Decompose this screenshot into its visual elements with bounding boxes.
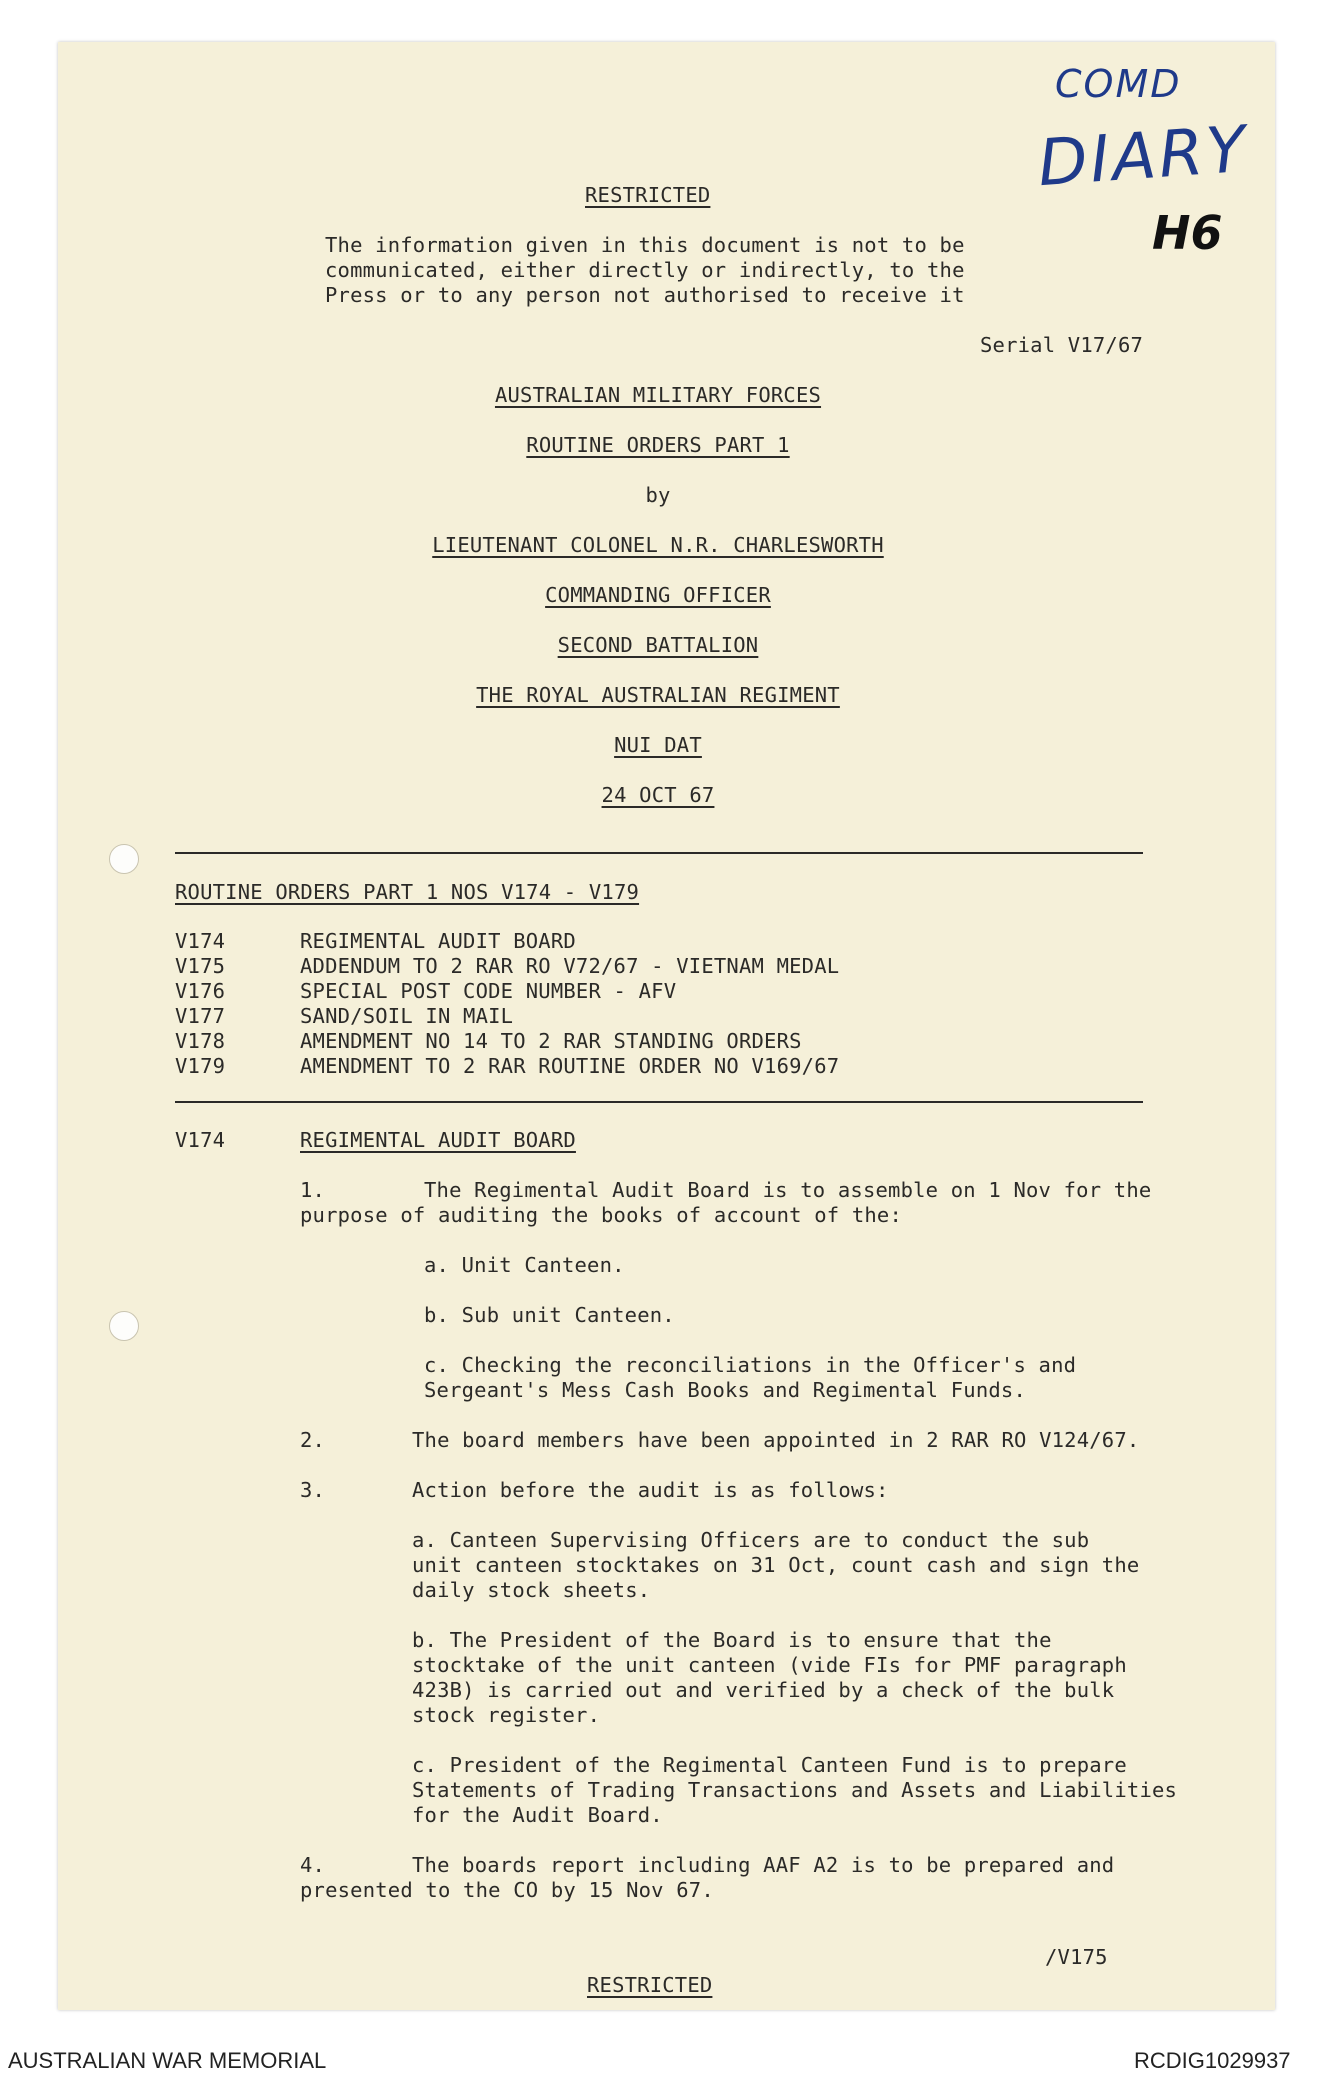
para-number: 2. <box>300 1428 326 1452</box>
para-1-line-1: The Regimental Audit Board is to assemble on 1 Nov for the <box>424 1178 1152 1202</box>
index-item-no: V178 <box>175 1029 226 1053</box>
para-1a: a. Unit Canteen. <box>424 1253 625 1277</box>
para-3c-line-2: Statements of Trading Transactions and Assets and Liabilities <box>412 1778 1178 1802</box>
order-number: V174 <box>175 1128 226 1152</box>
title-by: by <box>645 483 671 507</box>
notice-line-1: The information given in this document is not to be <box>325 233 965 257</box>
para-3c-line-3: for the Audit Board. <box>412 1803 663 1827</box>
para-1b: b. Sub unit Canteen. <box>424 1303 675 1327</box>
title-battalion: SECOND BATTALION <box>557 633 759 657</box>
title-regiment: THE ROYAL AUSTRALIAN REGIMENT <box>476 683 840 707</box>
para-1-line-2: purpose of auditing the books of account of the: <box>300 1203 903 1227</box>
handwritten-h6: H6 <box>1152 206 1223 260</box>
title-routine-orders: ROUTINE ORDERS PART 1 <box>526 433 790 457</box>
para-3: Action before the audit is as follows: <box>412 1478 889 1502</box>
divider-top <box>175 852 1143 854</box>
para-3a-line-3: daily stock sheets. <box>412 1578 651 1602</box>
continuation-marker: /V175 <box>1045 1945 1108 1969</box>
handwritten-diary: DIARY <box>1035 112 1251 202</box>
title-appointment: COMMANDING OFFICER <box>545 583 771 607</box>
para-number: 3. <box>300 1478 326 1502</box>
punch-hole <box>109 844 139 874</box>
index-item-title: SPECIAL POST CODE NUMBER - AFV <box>300 979 677 1003</box>
index-item-title: SAND/SOIL IN MAIL <box>300 1004 514 1028</box>
para-3c-line-1: c. President of the Regimental Canteen Fund is to prepare <box>412 1753 1127 1777</box>
index-item-title: ADDENDUM TO 2 RAR RO V72/67 - VIETNAM MEDAL <box>300 954 840 978</box>
order-title: REGIMENTAL AUDIT BOARD <box>300 1128 576 1152</box>
para-3b-line-4: stock register. <box>412 1703 601 1727</box>
serial-number: Serial V17/67 <box>980 333 1144 357</box>
divider-bottom <box>175 1101 1143 1103</box>
para-3b-line-1: b. The President of the Board is to ensure that the <box>412 1628 1052 1652</box>
para-2: The board members have been appointed in 2 RAR RO V124/67. <box>412 1428 1140 1452</box>
index-item-no: V174 <box>175 929 226 953</box>
para-4-line-1: The boards report including AAF A2 is to be prepared and <box>412 1853 1115 1877</box>
para-3b-line-2: stocktake of the unit canteen (vide FIs for PMF paragraph <box>412 1653 1127 1677</box>
index-item-no: V177 <box>175 1004 226 1028</box>
notice-line-2: communicated, either directly or indirectly, to the <box>325 258 965 282</box>
archive-reference: RCDIG1029937 <box>1134 2048 1291 2073</box>
index-heading: ROUTINE ORDERS PART 1 NOS V174 - V179 <box>175 880 640 904</box>
para-number: 1. <box>300 1178 326 1202</box>
handwritten-comd: COMD <box>1055 62 1182 106</box>
title-commander: LIEUTENANT COLONEL N.R. CHARLESWORTH <box>432 533 884 557</box>
para-3b-line-3: 423B) is carried out and verified by a check of the bulk <box>412 1678 1115 1702</box>
punch-hole <box>109 1311 139 1341</box>
para-1c-line-1: c. Checking the reconciliations in the Officer's and <box>424 1353 1077 1377</box>
notice-line-3: Press or to any person not authorised to receive it <box>325 283 965 307</box>
index-item-title: AMENDMENT NO 14 TO 2 RAR STANDING ORDERS <box>300 1029 802 1053</box>
title-forces: AUSTRALIAN MILITARY FORCES <box>494 383 822 407</box>
classification-top: RESTRICTED <box>585 183 711 207</box>
classification-bottom: RESTRICTED <box>587 1973 713 1997</box>
index-item-title: REGIMENTAL AUDIT BOARD <box>300 929 576 953</box>
index-item-no: V175 <box>175 954 226 978</box>
para-4-line-2: presented to the CO by 15 Nov 67. <box>300 1878 714 1902</box>
title-date: 24 OCT 67 <box>601 783 715 807</box>
para-3a-line-1: a. Canteen Supervising Officers are to conduct the sub <box>412 1528 1090 1552</box>
index-item-title: AMENDMENT TO 2 RAR ROUTINE ORDER NO V169/67 <box>300 1054 840 1078</box>
title-location: NUI DAT <box>614 733 702 757</box>
para-1c-line-2: Sergeant's Mess Cash Books and Regimental Funds. <box>424 1378 1027 1402</box>
index-item-no: V176 <box>175 979 226 1003</box>
para-number: 4. <box>300 1853 326 1877</box>
archive-name: AUSTRALIAN WAR MEMORIAL <box>8 2048 327 2073</box>
para-3a-line-2: unit canteen stocktakes on 31 Oct, count cash and sign the <box>412 1553 1140 1577</box>
index-item-no: V179 <box>175 1054 226 1078</box>
